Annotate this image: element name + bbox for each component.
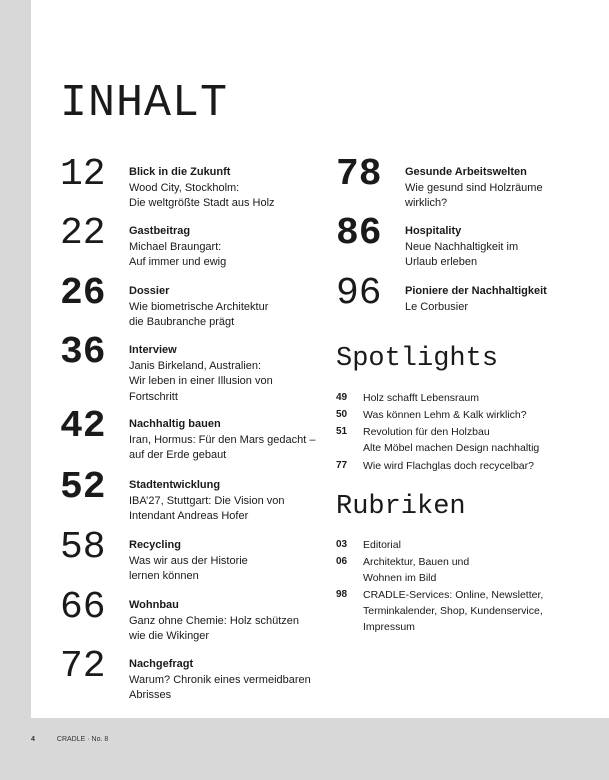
toc-description-line: Janis Birkeland, Australien: <box>129 359 262 372</box>
toc-entry-text <box>129 657 339 704</box>
item-page-number: 50 <box>336 409 348 420</box>
item-line: Alte Möbel machen Design nachhaltig <box>363 442 540 454</box>
item-line: Wie wird Flachglas doch recycelbar? <box>363 460 534 472</box>
toc-category: Wohnbau <box>129 599 179 611</box>
toc-description-line: Fortschritt <box>129 390 178 403</box>
toc-description-line: wirklich? <box>405 197 448 209</box>
item-text <box>363 587 583 635</box>
item-line: Editorial <box>363 539 401 551</box>
page-title: INHALT <box>60 78 229 129</box>
toc-description-line: Wood City, Stockholm: <box>129 181 240 194</box>
toc-entry-text <box>129 598 339 645</box>
item-page-number: 06 <box>336 556 348 567</box>
toc-entry-text <box>129 165 339 212</box>
item-page-number: 51 <box>336 426 348 437</box>
toc-page-number: 52 <box>60 466 106 509</box>
toc-entry-text <box>129 538 339 585</box>
toc-entry-text <box>129 224 339 271</box>
toc-description-line: Ganz ohne Chemie: Holz schützen <box>129 614 299 627</box>
item-text <box>363 424 583 456</box>
item-line: Impressum <box>363 621 415 633</box>
toc-page-number: 96 <box>336 272 382 315</box>
item-text <box>363 407 583 423</box>
item-page-number: 49 <box>336 392 348 403</box>
toc-entry-text <box>129 343 339 405</box>
toc-description-line: Le Corbusier <box>405 300 468 313</box>
toc-category: Nachhaltig bauen <box>129 418 221 430</box>
item-page-number: 03 <box>336 539 348 550</box>
item-line: CRADLE-Services: Online, Newsletter, <box>363 589 544 601</box>
page <box>31 0 609 718</box>
page-footer <box>31 736 108 743</box>
item-text <box>363 537 583 553</box>
toc-description-line: auf der Erde gebaut <box>129 449 227 461</box>
toc-category: Gastbeitrag <box>129 225 191 237</box>
toc-description-line: die Baubranche prägt <box>129 316 235 328</box>
toc-description-line: Wie gesund sind Holzräume <box>405 181 543 194</box>
toc-page-number: 72 <box>60 645 106 688</box>
toc-category: Recycling <box>129 539 181 551</box>
toc-description-line: Intendant Andreas Hofer <box>129 510 249 522</box>
footer-publication: CRADLE · No. 8 <box>56 736 109 743</box>
toc-description-line: Abrisses <box>129 689 172 701</box>
toc-entry-text <box>129 284 339 331</box>
toc-description-line: Michael Braungart: <box>129 240 222 253</box>
item-line: Wohnen im Bild <box>363 572 437 584</box>
toc-page-number: 66 <box>60 586 106 629</box>
spotlights-title: Spotlights <box>336 344 499 374</box>
toc-page-number: 42 <box>60 405 106 448</box>
item-line: Holz schafft Lebensraum <box>363 392 479 404</box>
toc-description-line: Urlaub erleben <box>405 256 478 268</box>
toc-description-line: IBA’27, Stuttgart: Die Vision von <box>129 494 285 507</box>
toc-entry-text <box>405 284 609 315</box>
toc-description-line: lernen können <box>129 570 199 582</box>
footer-page-number: 4 <box>31 736 35 743</box>
toc-category: Nachgefragt <box>129 658 194 670</box>
item-text <box>363 390 583 406</box>
item-text <box>363 458 583 474</box>
toc-category: Dossier <box>129 285 170 297</box>
toc-page-number: 12 <box>60 153 106 196</box>
toc-page-number: 22 <box>60 212 106 255</box>
toc-category: Stadtentwicklung <box>129 479 221 491</box>
item-page-number: 77 <box>336 460 348 471</box>
toc-description-line: Warum? Chronik eines vermeidbaren <box>129 673 311 686</box>
toc-page-number: 86 <box>336 212 382 255</box>
toc-category: Blick in die Zukunft <box>129 166 231 178</box>
toc-page-number: 78 <box>336 153 382 196</box>
toc-category: Hospitality <box>405 225 462 237</box>
toc-page-number: 26 <box>60 272 106 315</box>
toc-page-number: 36 <box>60 331 106 374</box>
toc-category: Interview <box>129 344 177 356</box>
item-line: Revolution für den Holzbau <box>363 426 490 438</box>
item-page-number: 98 <box>336 589 348 600</box>
toc-entry-text <box>129 417 339 464</box>
toc-description-line: Iran, Hormus: Für den Mars gedacht – <box>129 433 316 446</box>
toc-description-line: Die weltgrößte Stadt aus Holz <box>129 197 275 209</box>
toc-description-line: Wie biometrische Architektur <box>129 300 269 313</box>
item-text <box>363 554 583 586</box>
toc-entry-text <box>129 478 339 525</box>
toc-page-number: 58 <box>60 526 106 569</box>
rubriken-title: Rubriken <box>336 492 466 522</box>
toc-entry-text <box>405 165 609 212</box>
item-line: Architektur, Bauen und <box>363 556 470 568</box>
item-line: Was können Lehm & Kalk wirklich? <box>363 409 527 421</box>
item-line: Terminkalender, Shop, Kundenservice, <box>363 605 543 617</box>
toc-description-line: Neue Nachhaltigkeit im <box>405 240 519 253</box>
toc-description-line: Was wir aus der Historie <box>129 554 248 567</box>
toc-description-line: wie die Wikinger <box>129 630 210 642</box>
toc-category: Gesunde Arbeitswelten <box>405 166 527 178</box>
toc-description-line: Auf immer und ewig <box>129 256 227 268</box>
toc-entry-text <box>405 224 609 271</box>
toc-description-line: Wir leben in einer Illusion von <box>129 375 273 387</box>
toc-category: Pioniere der Nachhaltigkeit <box>405 285 547 297</box>
